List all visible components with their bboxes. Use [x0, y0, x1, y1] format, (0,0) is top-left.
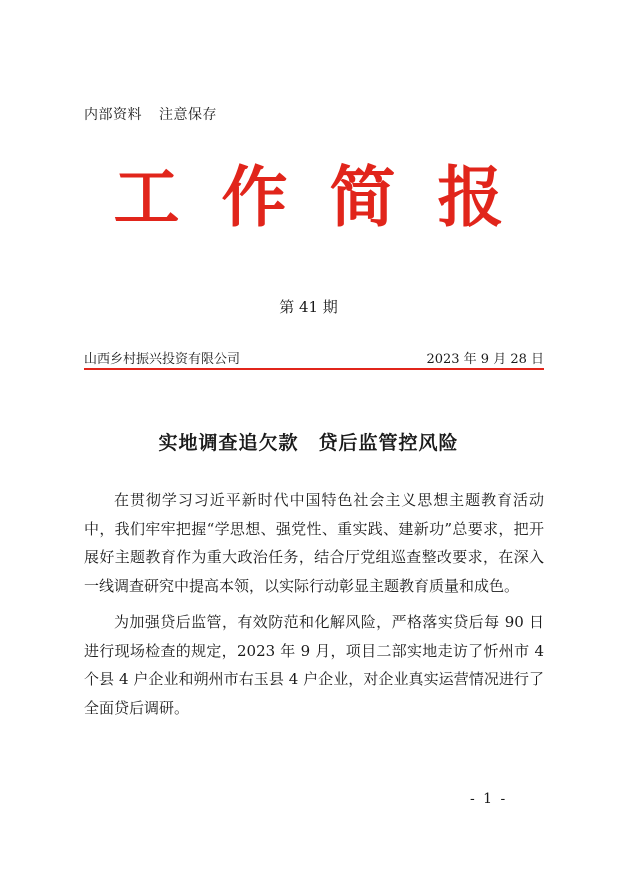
- page-number: - 1 -: [470, 791, 508, 807]
- article-title: 实地调查追欠款 贷后监管控风险: [158, 432, 459, 454]
- article-body: [84, 486, 544, 730]
- paragraph: 为加强贷后监管，有效防范和化解风险，严格落实贷后每 90 日进行现场检查的规定，2023 年 9 月，项目二部实地走访了忻州市 4 个县 4 户企业和朔州市右玉县 4 户企业，对企业真实运营情况进行了全面贷后调研。: [84, 613, 544, 717]
- meta-row: [84, 348, 544, 367]
- issue-number: 第 41 期: [279, 298, 338, 316]
- classification-keep: 注意保存: [158, 107, 217, 123]
- classification-label: [84, 104, 229, 124]
- classification-internal: 内部资料: [84, 107, 142, 123]
- red-divider: [84, 368, 544, 370]
- publish-date: 2023 年 9 月 28 日: [426, 352, 544, 367]
- masthead-title: 工作简报: [113, 159, 546, 236]
- paragraph: 在贯彻学习习近平新时代中国特色社会主义思想主题教育活动中，我们牢牢把握“学思想、强党性、重实践、建新功”总要求，把开展好主题教育作为重大政治任务，结合厅党组巡查整改要求，在深入一线调查研究中提高本领，以实际行动彰显主题教育质量和成色。: [84, 491, 544, 595]
- organization-name: 山西乡村振兴投资有限公司: [84, 352, 241, 367]
